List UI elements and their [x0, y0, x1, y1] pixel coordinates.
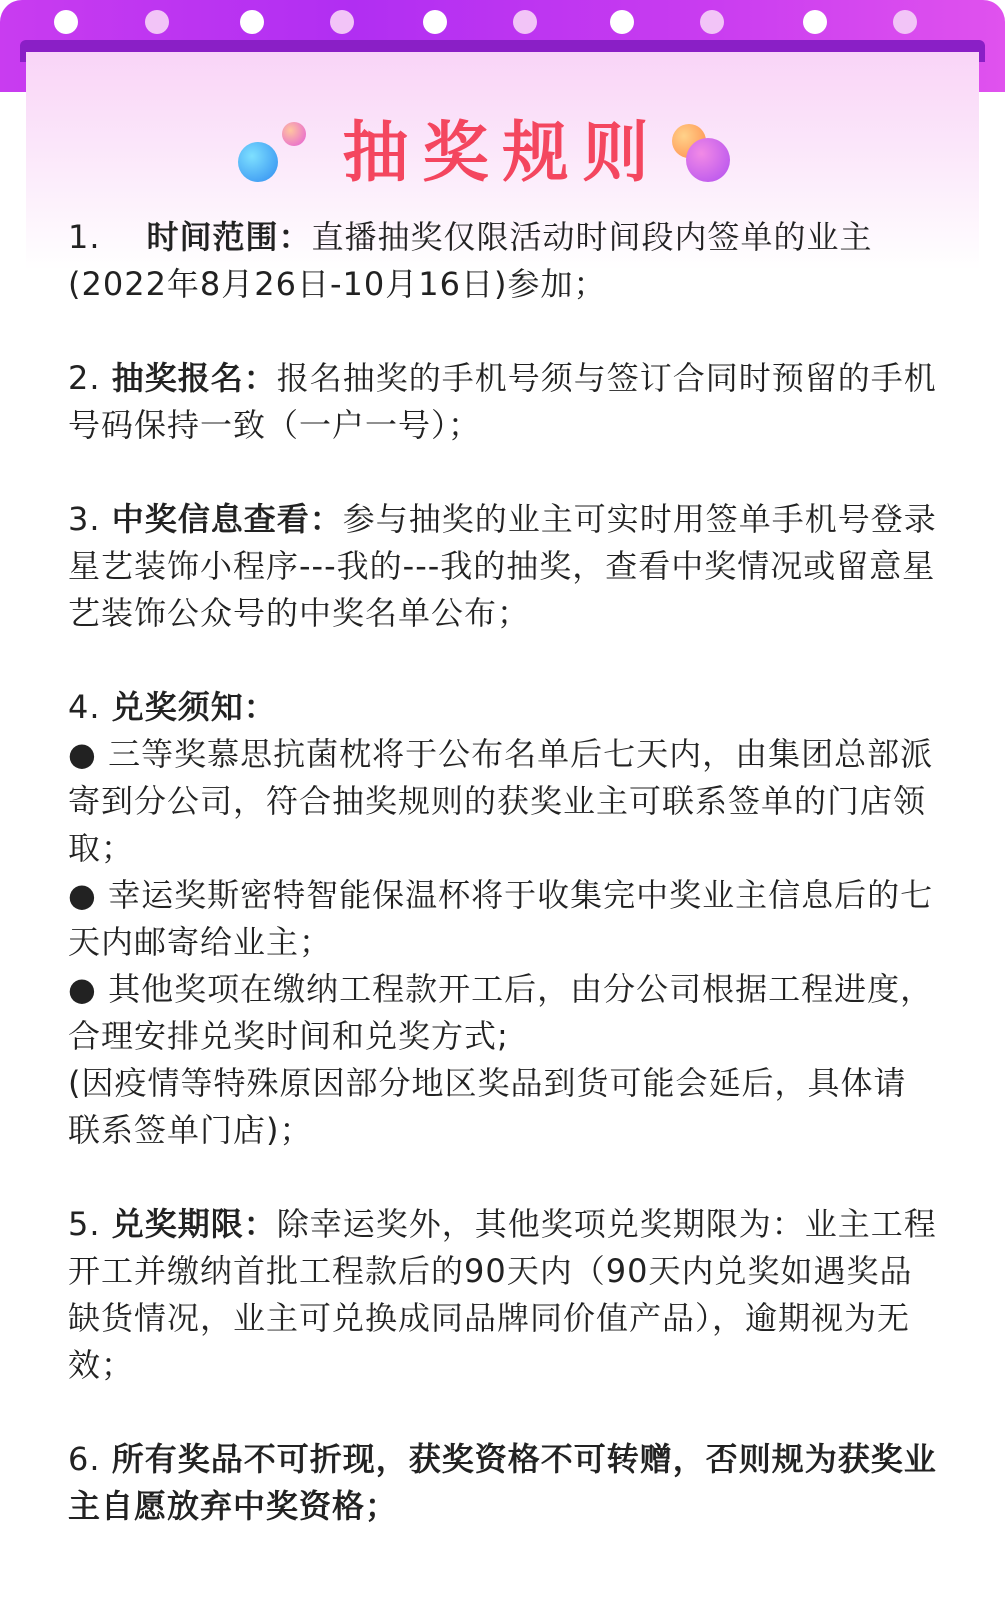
rules-list	[68, 214, 938, 1530]
rule-number: 6.	[68, 1440, 101, 1478]
rule-heading: 兑奖期限：	[111, 1205, 277, 1243]
rule-heading: 抽奖报名：	[111, 359, 277, 397]
banner-light-dot	[610, 10, 634, 34]
rule-number: 3.	[68, 500, 101, 538]
banner-light-dot	[240, 10, 264, 34]
banner-light-dot	[145, 10, 169, 34]
rule-heading: 时间范围：	[146, 218, 312, 256]
rule-item-3	[68, 496, 938, 637]
rule-text: 直播抽奖仅限活动时间段内签单的业主(2022年8月26日-10月16日)参加；	[68, 218, 873, 303]
banner-light-dot	[54, 10, 78, 34]
rule-item-6	[68, 1436, 938, 1530]
rule-heading: 兑奖须知：	[111, 688, 277, 726]
rule-text: 除幸运奖外，其他奖项兑奖期限为：业主工程开工并缴纳首批工程款后的90天内（90天内兑奖如遇奖品缺货情况，业主可兑换成同品牌同价值产品），逾期视为无效；	[68, 1205, 937, 1384]
rule-note: (因疫情等特殊原因部分地区奖品到货可能会延后，具体请联系签单门店)；	[68, 1064, 907, 1149]
rule-number: 2.	[68, 359, 101, 397]
page-title: 抽奖规则	[342, 114, 663, 191]
rule-bullet: ● 幸运奖斯密特智能保温杯将于收集完中奖业主信息后的七天内邮寄给业主；	[68, 876, 934, 961]
rule-number: 1.	[68, 218, 101, 256]
rule-heading: 中奖信息查看：	[111, 500, 343, 538]
banner-light-dot	[803, 10, 827, 34]
rule-number: 5.	[68, 1205, 101, 1243]
banner-light-dot	[423, 10, 447, 34]
rule-bullet: ● 其他奖项在缴纳工程款开工后，由分公司根据工程进度，合理安排兑奖时间和兑奖方式;	[68, 970, 934, 1055]
rule-item-4	[68, 684, 938, 1154]
banner-light-dot	[700, 10, 724, 34]
rule-number: 4.	[68, 688, 101, 726]
decor-ball-purple-icon	[686, 138, 730, 182]
rule-text: 参与抽奖的业主可实时用签单手机号登录星艺装饰小程序---我的---我的抽奖，查看中奖情况或留意星艺装饰公众号的中奖名单公布；	[68, 500, 937, 632]
banner-light-dot	[893, 10, 917, 34]
banner-light-dot	[330, 10, 354, 34]
title-area	[0, 108, 1005, 198]
rule-bullet: ● 三等奖慕思抗菌枕将于公布名单后七天内，由集团总部派寄到分公司，符合抽奖规则的获奖业主可联系签单的门店领取；	[68, 735, 934, 867]
rule-heading: 所有奖品不可折现，获奖资格不可转赠，否则规为获奖业主自愿放弃中奖资格；	[68, 1440, 937, 1525]
rule-text: 报名抽奖的手机号须与签订合同时预留的手机号码保持一致（一户一号）；	[68, 359, 937, 444]
banner-light-dot	[513, 10, 537, 34]
rule-item-1	[68, 214, 938, 308]
rule-item-2	[68, 355, 938, 449]
rule-item-5	[68, 1201, 938, 1389]
